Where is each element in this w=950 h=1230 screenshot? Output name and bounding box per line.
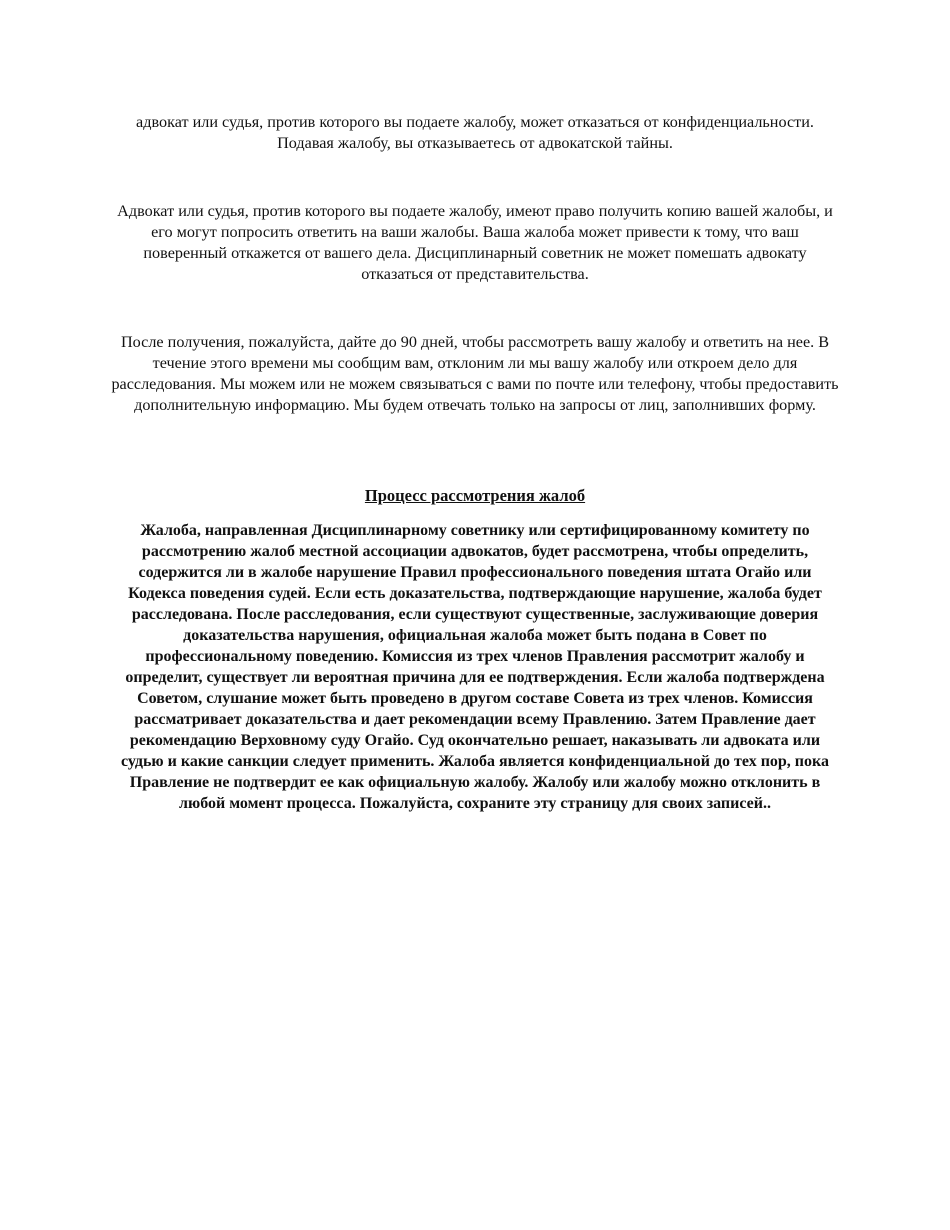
paragraph-confidentiality: адвокат или судья, против которого вы подаете жалобу, может отказаться от конфиденциальности. Подавая жалобу, вы отказываетесь от адвокатской тайны. (136, 113, 814, 152)
paragraph-copy-of-complaint: Адвокат или судья, против которого вы подаете жалобу, имеют право получить копию вашей жалобы, и его могут попросить ответить на ваши жалобы. Ваша жалоба может привести к тому, что ваш поверенный откажется от вашего дела. Дисциплинарный советник не может помешать адвокату отказаться от представительства. (117, 202, 833, 283)
paragraph-review-period: После получения, пожалуйста, дайте до 90 дней, чтобы рассмотреть вашу жалобу и ответить на нее. В течение этого времени мы сообщим вам, отклоним ли мы вашу жалобу или откроем дело для расследования. Мы можем или не можем связываться с вами по почте или телефону, чтобы предоставить дополнительную информацию. Мы будем отвечать только на запросы от лиц, заполнивших форму. (111, 333, 839, 414)
paragraph-complaint-process: Жалоба, направленная Дисциплинарному советнику или сертифицированному комитету по рассмотрению жалоб местной ассоциации адвокатов, будет рассмотрена, чтобы определить, содержится ли в жалобе нарушение Правил профессионального поведения штата Огайо или Кодекса поведения судей. Если есть доказательства, подтверждающие нарушение, жалоба будет расследована. После расследования, если существуют существенные, заслуживающие доверия доказательства нарушения, официальная жалоба может быть подана в Совет по профессиональному поведению. Комиссия из трех членов Правления рассмотрит жалобу и определит, существует ли вероятная причина для ее подтверждения. Если жалоба подтверждена Советом, слушание может быть проведено в другом составе Совета из трех членов. Комиссия рассматривает доказательства и дает рекомендации всему Правлению. Затем Правление дает рекомендацию Верховному суду Огайо. Суд окончательно решает, наказывать ли адвоката или судью и какие санкции следует применить. Жалоба является конфиденциальной до тех пор, пока Правление не подтвердит ее как официальную жалобу. Жалобу или жалобу можно отклонить в любой момент процесса. Пожалуйста, сохраните эту страницу для своих записей.. (120, 522, 829, 812)
section-heading (110, 485, 840, 506)
section-heading-text: Процесс рассмотрения жалоб (364, 486, 586, 505)
